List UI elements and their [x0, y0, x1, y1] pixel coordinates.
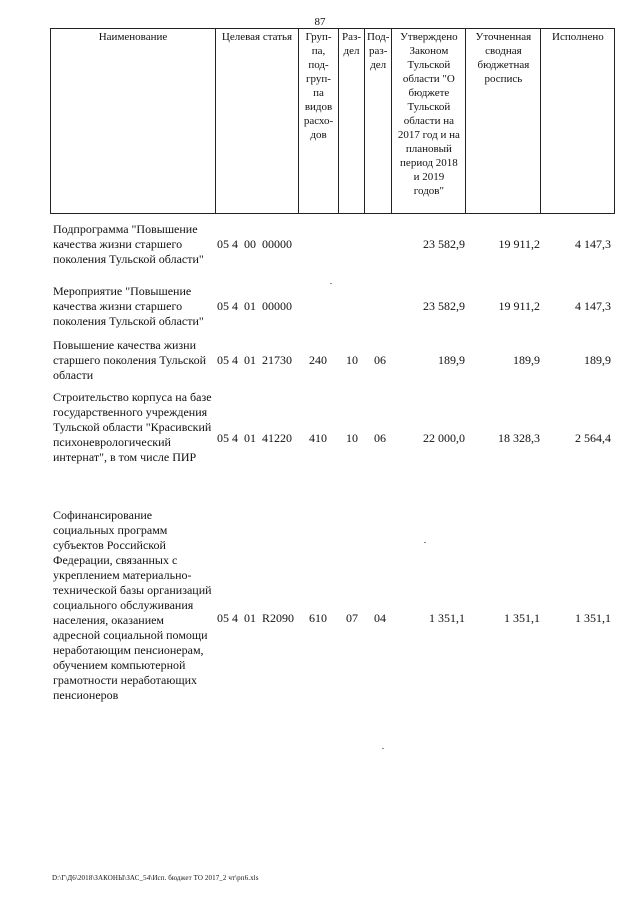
row-approved: 23 582,9 [423, 237, 465, 251]
row-code: 05 4 01 R2090 [217, 611, 295, 625]
row-refined: 19 911,2 [498, 237, 540, 251]
row-executed: 4 147,3 [575, 299, 611, 313]
row-section: 10 [346, 431, 358, 445]
row-approved: 22 000,0 [423, 431, 465, 445]
header-name: Наименование [51, 29, 216, 214]
row-subsection: 04 [374, 611, 386, 625]
header-group: Груп- па, под- груп- па видов расхо- дов [299, 29, 339, 214]
row-name: Подпрограмма "Повышение качества жизни старшего поколения Тульской области" [53, 222, 204, 266]
row-name: Мероприятие "Повышение качества жизни старшего поколения Тульской области" [53, 284, 204, 328]
page-number: 87 [314, 16, 326, 28]
row-name: Строительство корпуса на базе государственного учреждения Тульской области "Красивский психоневрологический интернат", в том числе ПИР [53, 390, 212, 464]
row-approved: 23 582,9 [423, 299, 465, 313]
row-refined: 1 351,1 [504, 611, 540, 625]
row-code: 05 4 01 00000 [217, 299, 292, 313]
header-subsection: Под- раз- дел [365, 29, 392, 214]
row-code: 05 4 01 41220 [217, 431, 292, 445]
row-name: Софинансирование социальных программ субъектов Российской Федерации, связанных с укреплением материально-технической базы организаций социального обслуживания населения, оказанием адресной социальной помощи неработающим пенсионерам, обучением компьютерной грамотности неработающих пенсионеров [53, 508, 212, 702]
row-executed: 189,9 [584, 353, 611, 367]
row-subsection: 06 [374, 431, 386, 445]
header-refined: Уточненная сводная бюджетная роспись [466, 29, 541, 214]
row-code: 05 4 01 21730 [217, 353, 292, 367]
row-approved: 1 351,1 [429, 611, 465, 625]
row-section: 07 [346, 611, 358, 625]
row-group: 610 [309, 611, 327, 625]
header-table [50, 28, 615, 214]
row-name: Повышение качества жизни старшего поколения Тульской области [53, 338, 207, 382]
header-section: Раз- дел [339, 29, 365, 214]
row-group: 410 [309, 431, 327, 445]
row-executed: 2 564,4 [575, 431, 611, 445]
header-approved: Утверждено Законом Тульской области "О бюджете Тульской области на 2017 год и на плановый период 2018 и 2019 годов" [392, 29, 466, 214]
row-section: 10 [346, 353, 358, 367]
row-code: 05 4 00 00000 [217, 237, 292, 251]
file-path-footer: D:\Г\Д6\2018\ЗАКОНЫ\ЗАС_54\Исп. бюджет ТО 2017_2 чт\рп6.xls [52, 874, 259, 882]
row-subsection: 06 [374, 353, 386, 367]
header-executed: Исполнено [541, 29, 615, 214]
row-refined: 189,9 [513, 353, 540, 367]
row-executed: 1 351,1 [575, 611, 611, 625]
row-approved: 189,9 [438, 353, 465, 367]
row-refined: 18 328,3 [498, 431, 540, 445]
header-target: Целевая статья [216, 29, 299, 214]
row-group: 240 [309, 353, 327, 367]
row-refined: 19 911,2 [498, 299, 540, 313]
row-executed: 4 147,3 [575, 237, 611, 251]
